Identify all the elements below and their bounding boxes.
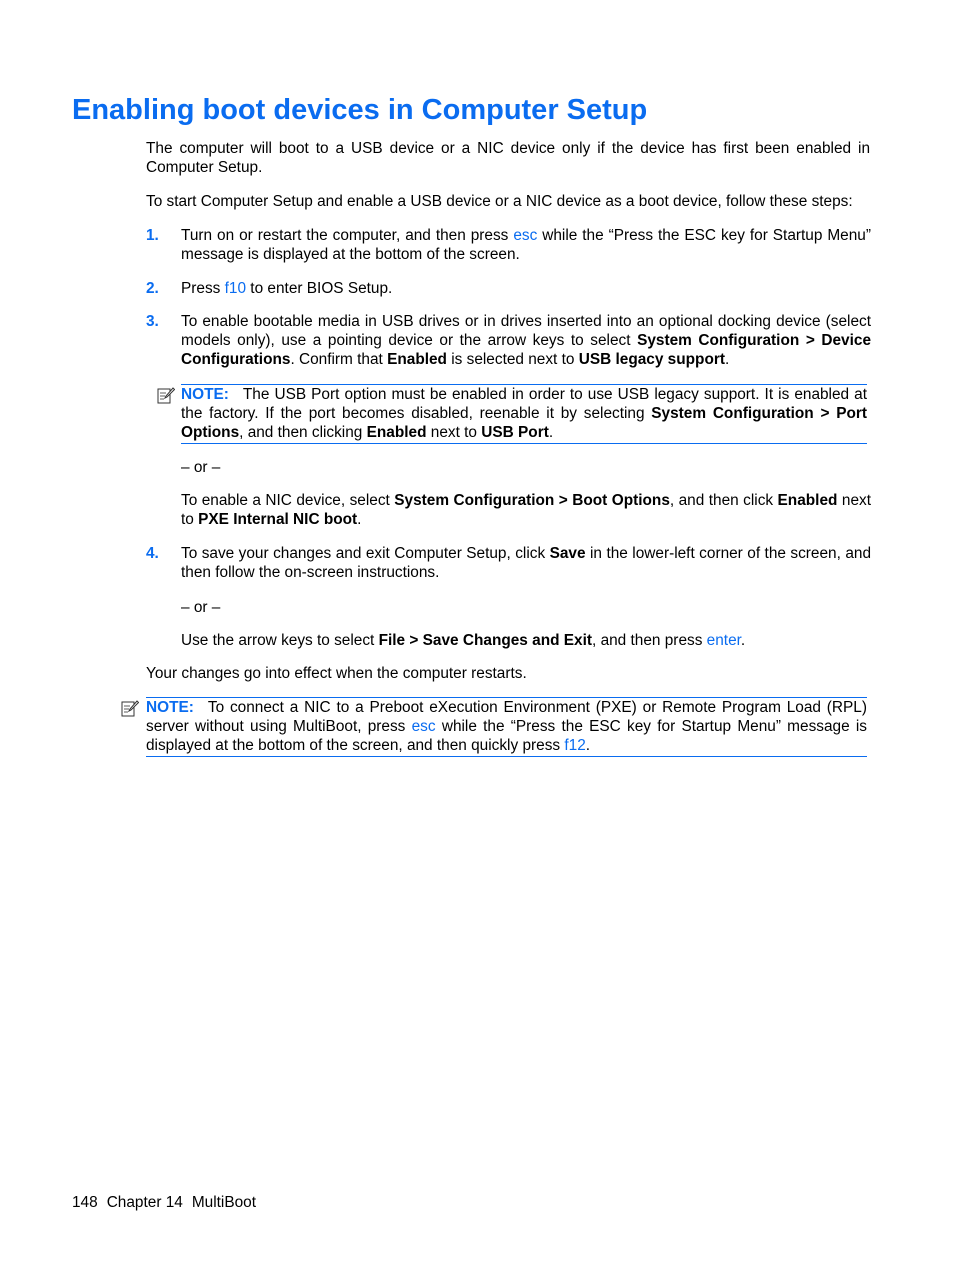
step-number: 4. xyxy=(146,545,159,562)
save-alt-instructions: Use the arrow keys to select File > Save Changes and Exit, and then press enter. xyxy=(181,632,746,649)
step-text: To save your changes and exit Computer Setup, click Save in the lower-left corner of the screen, and then follow the on-screen instructions. xyxy=(181,545,872,581)
note-box: NOTE: To connect a NIC to a Preboot eXecution Environment (PXE) or Remote Program Load (RPL) server without using MultiBoot, press esc while the “Press the ESC key for Startup Menu” message is displayed at the bottom of the screen, and then quickly press f12. xyxy=(146,697,867,757)
note-label: NOTE: xyxy=(181,386,229,403)
note-pencil-icon xyxy=(121,700,139,718)
page-title: Enabling boot devices in Computer Setup xyxy=(72,94,648,126)
step-number: 2. xyxy=(146,280,159,297)
note-pencil-icon xyxy=(157,387,175,405)
key-esc: esc xyxy=(513,227,538,244)
step-text: Turn on or restart the computer, and then press esc while the “Press the ESC key for Startup Menu” message is displayed at the bottom of the screen. xyxy=(181,227,871,263)
nic-instructions: To enable a NIC device, select System Configuration > Boot Options, and then click Enabled next to PXE Internal NIC boot. xyxy=(181,492,871,528)
page-footer xyxy=(72,1193,265,1212)
note-label: NOTE: xyxy=(146,699,194,716)
key-f12: f12 xyxy=(564,737,586,754)
chapter-label: Chapter 14 xyxy=(106,1194,183,1211)
step-number: 3. xyxy=(146,313,159,330)
steps-intro: To start Computer Setup and enable a USB device or a NIC device as a boot device, follow these steps: xyxy=(146,193,853,210)
key-enter: enter xyxy=(706,632,741,649)
step-text: Press f10 to enter BIOS Setup. xyxy=(181,280,393,297)
or-separator: – or – xyxy=(181,459,221,476)
step-number: 1. xyxy=(146,227,159,244)
key-f10: f10 xyxy=(224,280,247,297)
key-esc: esc xyxy=(411,718,436,735)
restart-text: Your changes go into effect when the computer restarts. xyxy=(146,665,527,682)
or-separator: – or – xyxy=(181,599,221,616)
chapter-title: MultiBoot xyxy=(191,1194,256,1211)
intro-paragraph: The computer will boot to a USB device or a NIC device only if the device has first been enabled in Computer Setup. xyxy=(146,140,870,176)
step-text: To enable bootable media in USB drives or in drives inserted into an optional docking device (select models only), use a pointing device or the arrow keys to select System Configuration > Device Configurations. Confirm that Enabled is selected next to USB legacy support. xyxy=(181,313,872,368)
note-box: NOTE: The USB Port option must be enabled in order to use USB legacy support. It is enabled at the factory. If the port becomes disabled, reenable it by selecting System Configuration > Port Options, and then clicking Enabled next to USB Port. xyxy=(181,384,867,444)
page-number: 148 xyxy=(72,1194,98,1211)
